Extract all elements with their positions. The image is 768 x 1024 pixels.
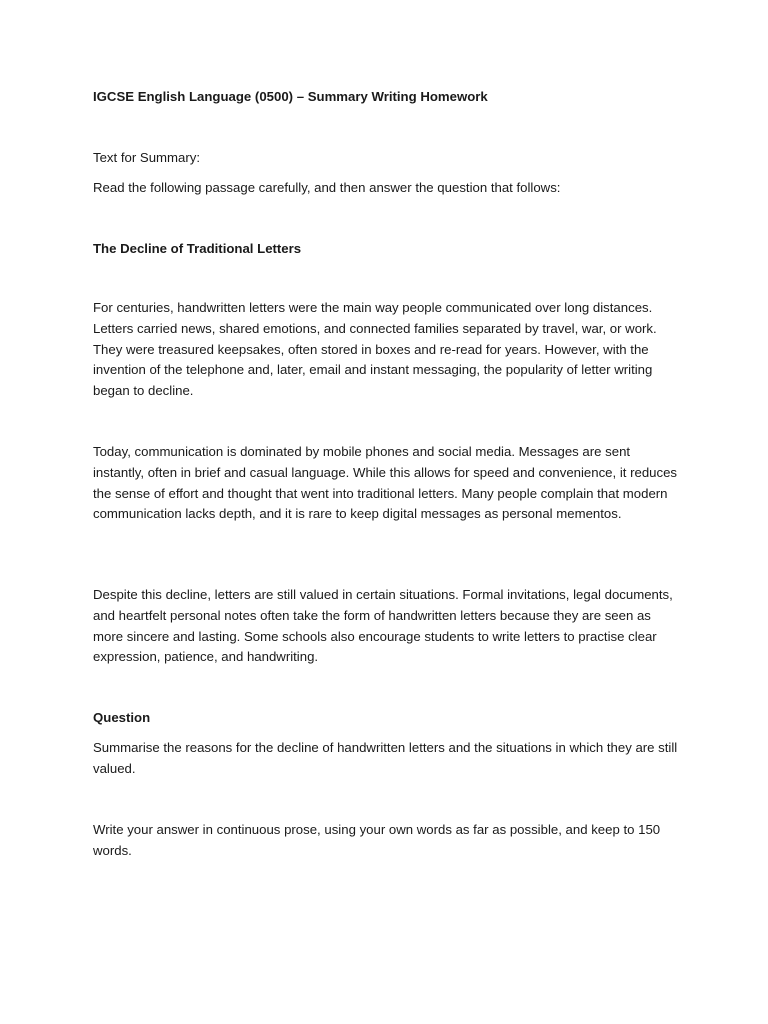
document-page bbox=[93, 0, 683, 1024]
passage-paragraph-2: Today, communication is dominated by mobile phones and social media. Messages are sent instantly, often in brief and casual language. While this allows for speed and convenience, it reduces the sense of effort and thought that went into traditional letters. Many people complain that modern communication lacks depth, and it is rare to keep digital messages as personal mementos. bbox=[93, 444, 678, 522]
answer-instruction: Write your answer in continuous prose, using your own words as far as possible, and keep to 150 words. bbox=[93, 822, 661, 858]
passage-paragraph-1: For centuries, handwritten letters were the main way people communicated over long distances. Letters carried news, shared emotions, and connected families separated by travel, war, or work. They were treasured keepsakes, often stored in boxes and re-read for years. However, with the invention of the telephone and, later, email and instant messaging, the popularity of letter writing began to decline. bbox=[93, 300, 657, 399]
question-heading: Question bbox=[93, 710, 151, 725]
passage-paragraph-3: Despite this decline, letters are still valued in certain situations. Formal invitations, legal documents, and heartfelt personal notes often take the form of handwritten letters because they are seen as more sincere and lasting. Some schools also encourage students to write letters to practise clear expression, patience, and handwriting. bbox=[93, 587, 673, 665]
text-for-summary-label: Text for Summary: bbox=[93, 150, 200, 165]
question-text: Summarise the reasons for the decline of handwritten letters and the situations in which they are still valued. bbox=[93, 740, 678, 776]
reading-instruction: Read the following passage carefully, and then answer the question that follows: bbox=[93, 180, 561, 195]
document-title: IGCSE English Language (0500) – Summary Writing Homework bbox=[93, 89, 488, 104]
passage-title: The Decline of Traditional Letters bbox=[93, 241, 302, 256]
